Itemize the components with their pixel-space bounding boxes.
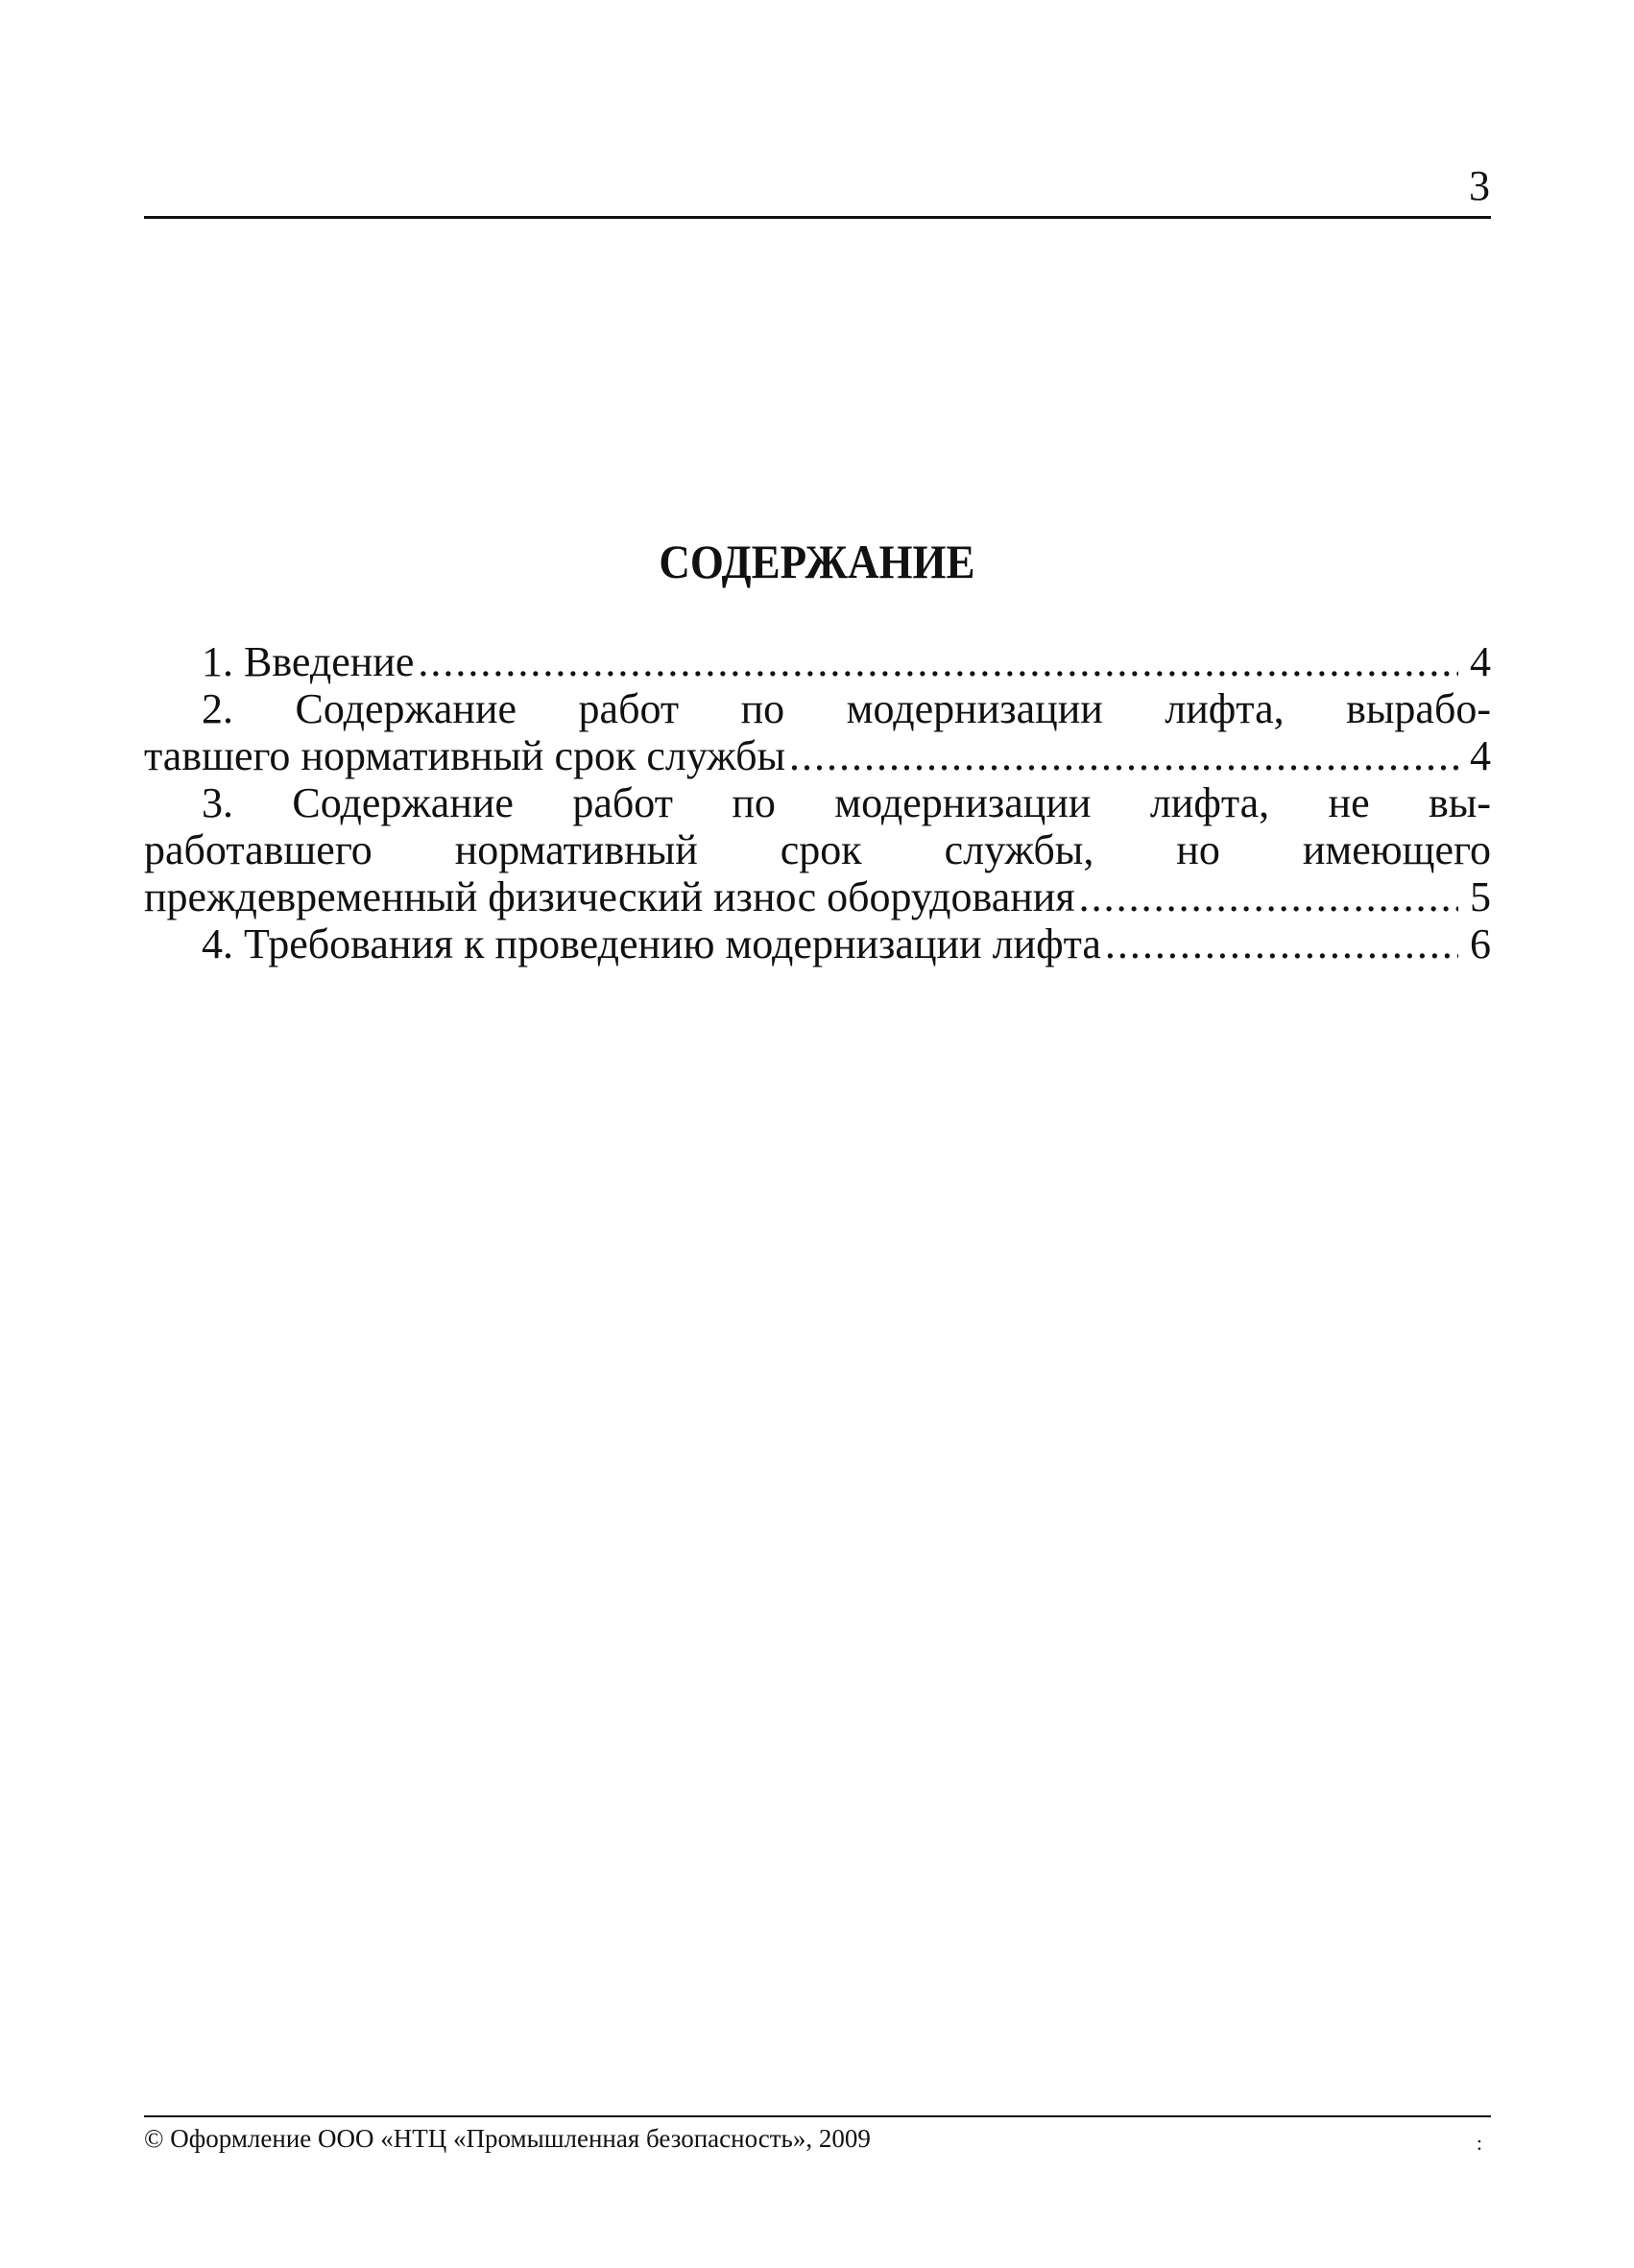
footer-mark: : bbox=[1476, 2131, 1482, 2155]
toc-leader-dots bbox=[1079, 873, 1458, 920]
toc-entry-4-page: 6 bbox=[1470, 920, 1491, 967]
footer-copyright: © Оформление ООО «НТЦ «Промышленная безопасность», 2009 bbox=[144, 2124, 871, 2153]
toc-entry-3-text-line-1: 3. Содержание работ по модернизации лифта, не вы- bbox=[202, 779, 1491, 826]
page-number: 3 bbox=[1469, 162, 1490, 209]
toc-entry-4[interactable] bbox=[144, 920, 1491, 967]
toc-entry-2-text-line-1: 2. Содержание работ по модернизации лифта, вырабо- bbox=[202, 685, 1491, 732]
toc-entry-2-text-line-2: тавшего нормативный срок службы bbox=[144, 732, 786, 779]
table-of-contents bbox=[144, 638, 1491, 967]
toc-entry-3-text-line-2: работавшего нормативный срок службы, но имеющего bbox=[144, 826, 1491, 873]
toc-entry-2-line-1[interactable] bbox=[144, 685, 1491, 732]
toc-leader-dots bbox=[418, 638, 1458, 685]
footer-rule bbox=[144, 2115, 1491, 2117]
toc-entry-1-text: 1. Введение bbox=[202, 638, 415, 685]
toc-entry-3-page: 5 bbox=[1470, 873, 1491, 920]
toc-entry-1-page: 4 bbox=[1470, 638, 1491, 685]
toc-entry-2-line-2[interactable] bbox=[144, 732, 1491, 779]
toc-leader-dots bbox=[1105, 920, 1458, 967]
toc-entry-3-line-2[interactable] bbox=[144, 826, 1491, 873]
toc-entry-3-text-line-3: преждевременный физический износ оборудования bbox=[144, 873, 1075, 920]
toc-leader-dots bbox=[789, 732, 1458, 779]
toc-entry-4-text: 4. Требования к проведению модернизации лифта bbox=[202, 920, 1101, 967]
header-rule bbox=[144, 216, 1491, 219]
toc-entry-1[interactable] bbox=[144, 638, 1491, 685]
toc-entry-2-page: 4 bbox=[1470, 732, 1491, 779]
toc-title: СОДЕРЖАНИЕ bbox=[659, 535, 975, 588]
toc-entry-3-line-3[interactable] bbox=[144, 873, 1491, 920]
toc-entry-3-line-1[interactable] bbox=[144, 779, 1491, 826]
